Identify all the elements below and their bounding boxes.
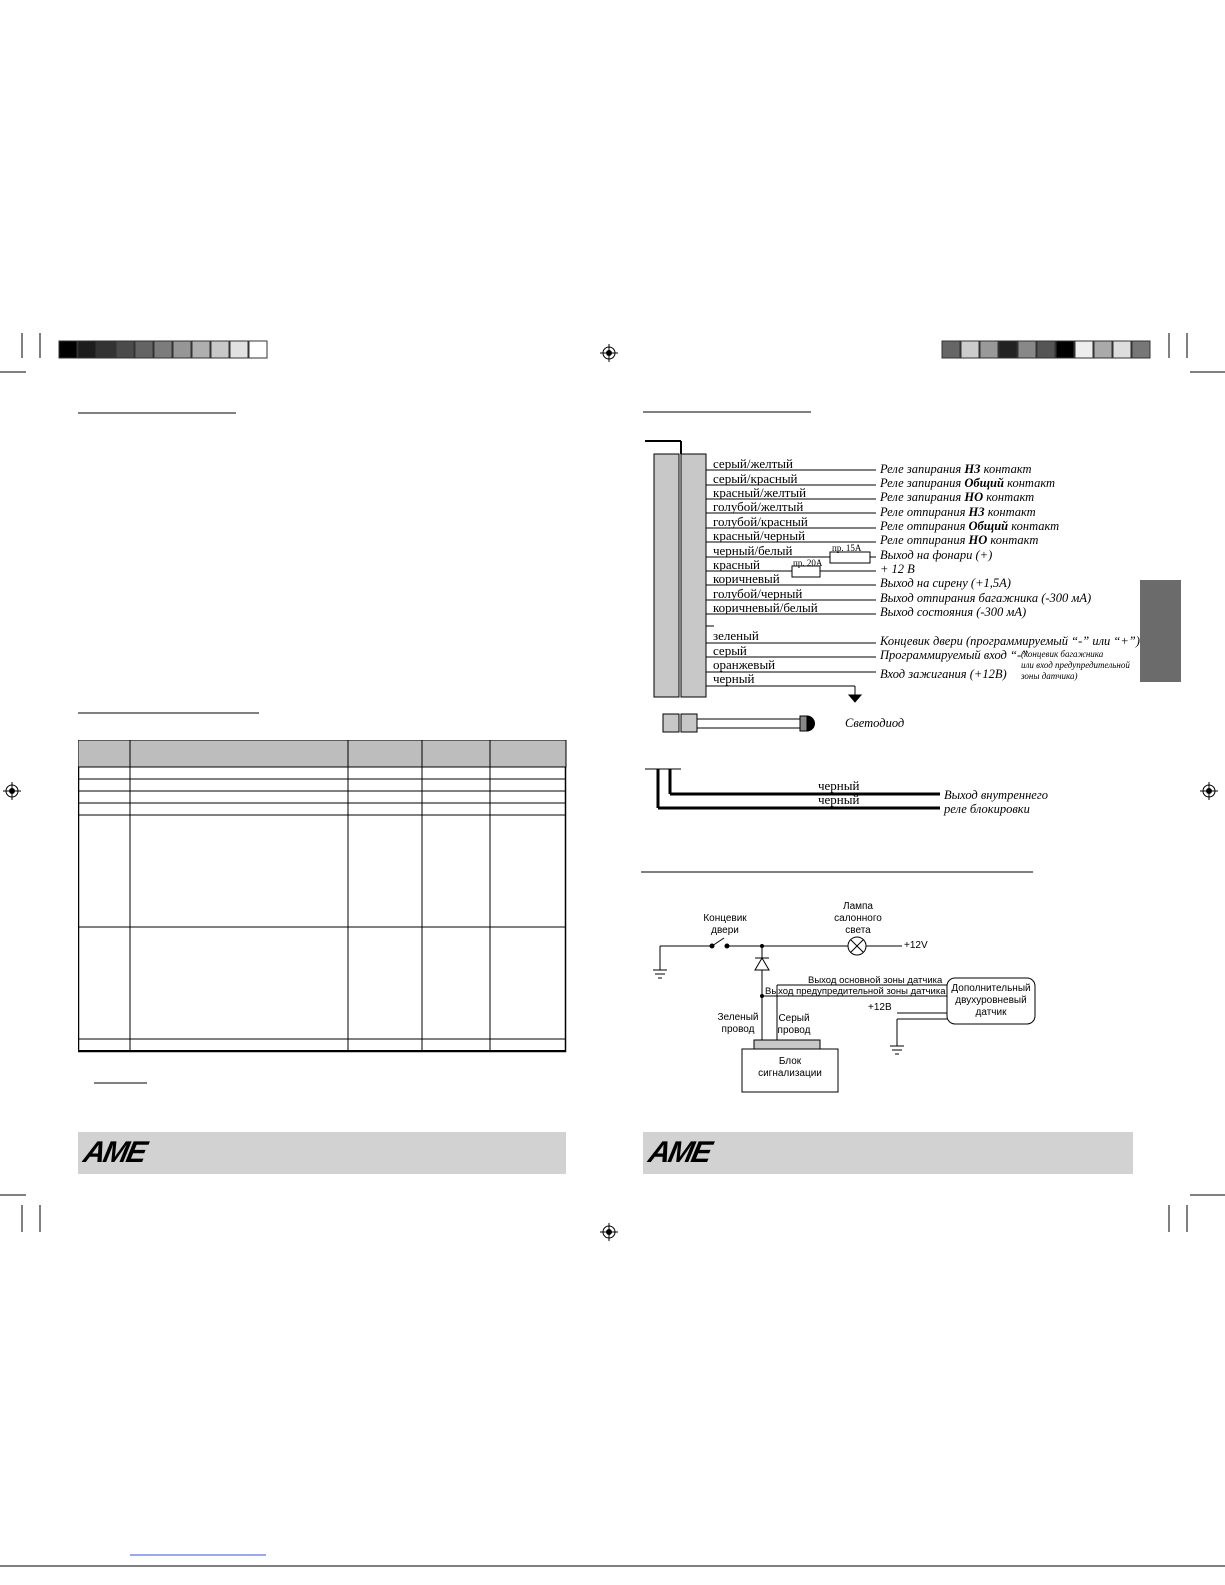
wire-function-8: + 12 В [880,562,915,576]
warn-zone-label: Выход предупредительной зоны датчика [765,986,946,997]
wire-label-6: красный/черный [713,528,806,543]
wire-function-2: Реле запирания Общий контакт [880,476,1056,490]
wire-function-10: Выход отпирания багажника (-300 мА) [880,591,1092,605]
lamp-label: Лампа салонного света [834,901,882,936]
alarm-unit-label: Блок сигнализации [758,1056,822,1079]
wire-label-7: черный/белый [713,543,793,558]
fuse-label-20a: пр. 20А [793,558,823,568]
wire-label-green: зеленый [713,628,759,643]
ame-logo-right: AME [645,1136,714,1169]
wire-label-1: серый/желтый [713,456,793,471]
wire-label-gray: серый [713,643,747,658]
wire-function-6: Реле отпирания НО контакт [880,533,1039,547]
relay-function-2: реле блокировки [944,802,1030,816]
wire-function-9: Выход на сирену (+1,5А) [880,576,1011,590]
wire-function-11: Выход состояния (-300 мА) [880,605,1027,619]
prog-input-note-3: зоны датчика) [1021,671,1078,681]
wire-label-2: серый/красный [713,471,798,486]
wire-function-door: Концевик двери (программируемый “-” или “+”) [880,634,1140,648]
wire-label-3: красный/желтый [713,485,807,500]
wire-function-1: Реле запирания НЗ контакт [880,462,1032,476]
gray-wire-label: Серый провод [777,1013,811,1036]
plus-12v-label: +12V [904,940,928,951]
wire-label-9: коричневый [713,571,780,586]
main-zone-label: Выход основной зоны датчика [808,975,943,986]
fuse-label-15a: пр. 15А [832,543,862,553]
wire-function-ignition: Вход зажигания (+12В) [880,667,1007,681]
wire-label-10: голубой/черный [713,586,803,601]
wire-function-7: Выход на фонари (+) [880,548,993,562]
sensor-label: Дополнительный двухуровневый датчик [951,983,1031,1018]
prog-input-note-2: или вход предупредительной [1021,660,1130,670]
wire-label-black: черный [713,671,755,686]
wire-function-4: Реле отпирания НЗ контакт [880,505,1036,519]
plus-12b-label: +12В [868,1002,892,1013]
green-wire-label: Зеленый провод [717,1012,759,1035]
relay-wire-label-2: черный [818,792,860,807]
wire-label-8: красный [713,557,761,572]
wire-function-5: Реле отпирания Общий контакт [880,519,1060,533]
wire-function-prog-input: Программируемый вход “-” [880,648,1029,662]
door-switch-label: Концевик двери [703,913,747,936]
wire-function-3: Реле запирания НО контакт [880,490,1035,504]
wire-label-4: голубой/желтый [713,499,804,514]
led-label: Светодиод [845,716,905,730]
wire-label-11: коричневый/белый [713,600,818,615]
relay-wire-label-1: черный [818,778,860,793]
relay-function-1: Выход внутреннего [944,788,1048,802]
wire-label-orange: оранжевый [713,657,776,672]
prog-input-note-1: (концевик багажника [1021,649,1104,659]
wire-label-5: голубой/красный [713,514,808,529]
ame-logo-left: AME [80,1136,149,1169]
